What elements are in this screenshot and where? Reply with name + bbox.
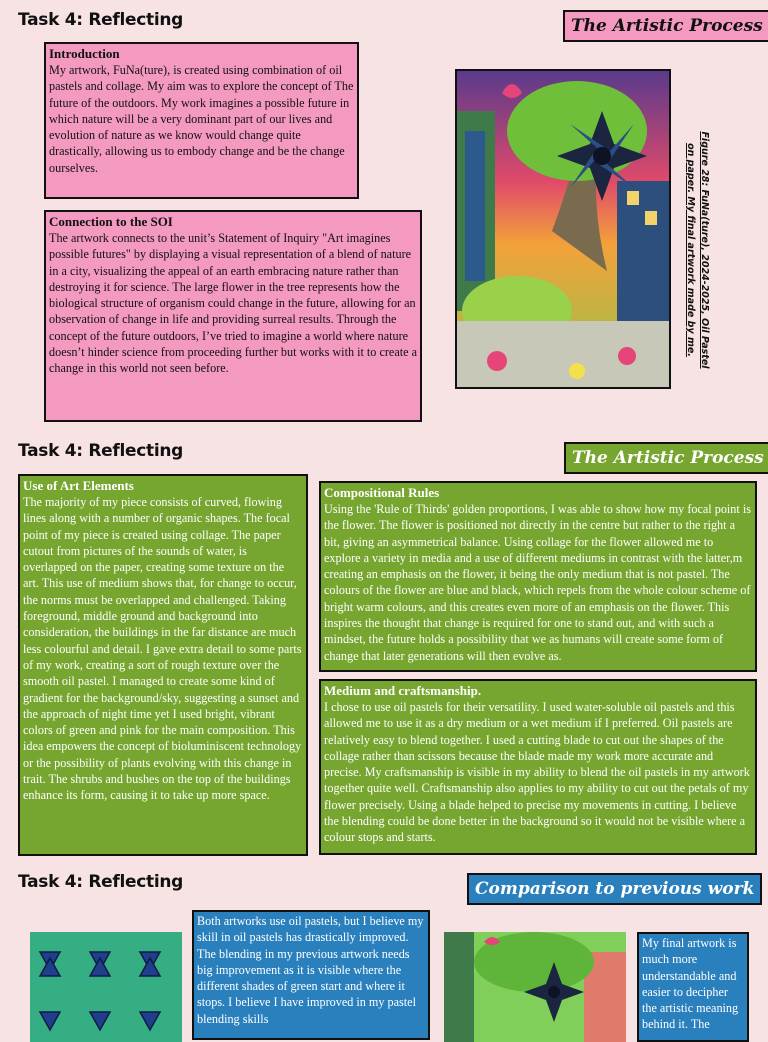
introduction-text: My artwork, FuNa(ture), is created using combination of oil pastels and collage. My aim was to explore the concept of The future of the outdoors. My work imagines a possible future in which nature will be a very dominant part of our lives and evolution of nature as we know would change quite drastically, allowing us to embody change and be the change ourselves. [49, 63, 354, 175]
section-2-banner: The Artistic Process [564, 442, 768, 474]
figure-caption [652, 100, 742, 400]
medium-craftsmanship-box [319, 679, 757, 855]
section-3-banner: Comparison to previous work [467, 873, 762, 905]
introduction-heading: Introduction [49, 46, 120, 61]
compositional-rules-heading: Compositional Rules [324, 485, 440, 500]
previous-artwork-illustration [30, 932, 182, 1042]
figure-caption-text [683, 131, 711, 368]
artwork-illustration [457, 71, 669, 387]
comparison-box-1 [192, 910, 430, 1040]
section-2-task-title: Task 4: Reflecting [18, 441, 184, 461]
section-1-banner: The Artistic Process [563, 10, 768, 42]
medium-craftsmanship-text: I chose to use oil pastels for their versatility. I used water-soluble oil pastels and this allowed me to use it as a dry medium or a wet medium if I preferred. Oil pastels are relatively easy to blend together. I used a cutting blade to cut out the shapes of the collage rather than scissors because the blade made my work more accurate and precise. My craftsmanship is visible in my ability to blend the oil pastels in my artwork together quite well. Craftsmanship also applies to my ability to cut out the petals of my flower precisely. Using a blade helped to precise my movements in cutting. I believe the blending could be done better in the background so it would not be visible where a colour stops and starts. [324, 700, 750, 845]
final-artwork-thumbnail [444, 932, 626, 1042]
section-3-task-title: Task 4: Reflecting [18, 872, 184, 892]
art-elements-box [18, 474, 308, 856]
comparison-text-2: My final artwork is much more understandable and easier to decipher the artistic meaning behind it. The [642, 936, 739, 1032]
section-1-task-title: Task 4: Reflecting [18, 10, 184, 30]
introduction-box [44, 42, 359, 199]
compositional-rules-box [319, 481, 757, 672]
final-artwork-thumbnail-illustration [444, 932, 626, 1042]
final-artwork-image [455, 69, 671, 389]
caption-line-2: on paper. My final artwork made by me. [685, 143, 696, 357]
comparison-text-1: Both artworks use oil pastels, but I believe my skill in oil pastels has drastically improved. The blending in my previous artwork needs big improvement as it is visible where the different shades of green start and where it stops. I believe I have improved in my pastel blending skills [197, 914, 424, 1026]
compositional-rules-text: Using the 'Rule of Thirds' golden proportions, I was able to show how my focal point is the flower. The flower is positioned not directly in the centre but rather to the right a bit, giving an asymmetrical balance. Using collage for the flower allowed me to explore a variety in media and a use of different mediums in contrast with the latter,m creating an emphasis on the flower, it being the only medium that is not pastel. The colours of the flower are blue and black, which repels from the whole colour scheme of bright warm colours, and this creates even more of an emphasis on the flower. This inspires the thought that change is required for one to stand out, and with such a mindset, the future holds a possibility that we as humans will create some form of change that later generations will then evolve as. [324, 502, 751, 663]
art-elements-heading: Use of Art Elements [23, 478, 134, 493]
soi-box [44, 210, 422, 422]
soi-heading: Connection to the SOI [49, 214, 173, 229]
medium-craftsmanship-heading: Medium and craftsmanship. [324, 683, 482, 698]
soi-text: The artwork connects to the unit’s Statement of Inquiry "Art imagines possible futures" by displaying a visual representation of a blend of nature in a city, visualizing the appeal of an earth embracing nature rather than destroying it for science. The large flower in the tree represents how the biological structure of organism could change in the future, allowing for an observation of change in life and providing surreal results. Through the concept of the future outdoors, I’ve tried to imagine a world where nature doesn’t hinder science from proceeding further but works with it to create a change in this world not seen before. [49, 231, 417, 376]
comparison-box-2 [637, 932, 749, 1042]
caption-line-1: Figure 28: FuNa(ture), 2024-2025, Oil Pastel [699, 131, 710, 369]
previous-artwork-image [30, 932, 182, 1042]
art-elements-text: The majority of my piece consists of curved, flowing lines along with a number of organic shapes. The focal point of my piece is created using collage. The paper cutout from pictures of the sounds of water, is overlapped on the paper, creating some texture on the art. This use of medium shows that, for change to occur, the norms must be overlapped and challenged. Taking foreground, middle ground and background into consideration, the buildings in the far distance are much less colourful and detail. I gave extra detail to some parts of my work, creating a sort of rough texture over the smooth oil pastel. I managed to create some kind of gradient for the background/sky, suggesting a sunset and the approach of night time yet I used bright, vibrant colors of green and pink for the main composition. This idea empowers the concept of bioluminiscent technology or the possibility of plants evolving with this change in trait. The shrubs and bushes on the top of the buildings enhance its form, causing it to take up more space. [23, 495, 302, 803]
